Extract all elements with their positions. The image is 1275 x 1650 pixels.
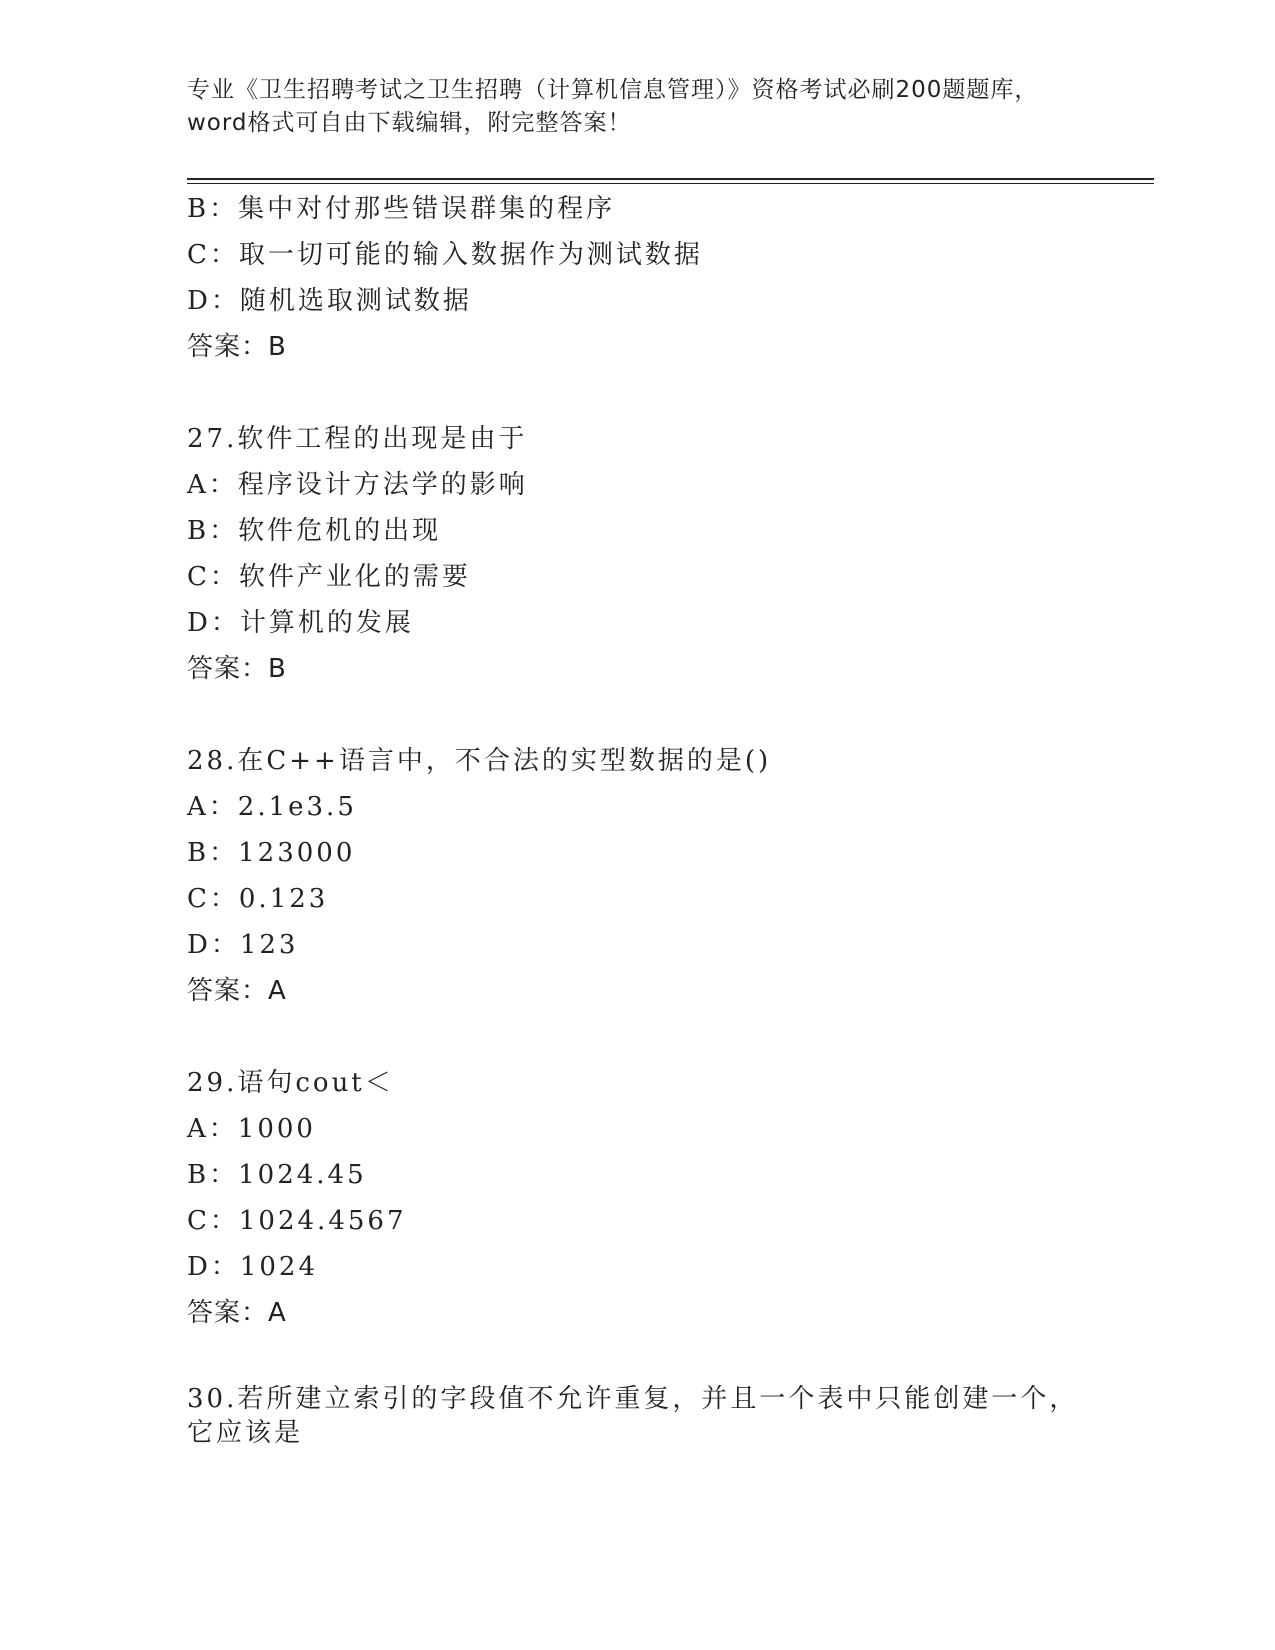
question-stem-line2: 它应该是: [187, 1418, 304, 1448]
option-a: A：2.1e3.5: [187, 792, 357, 822]
option-d: D：1024: [187, 1252, 319, 1282]
question-stem: 27.软件工程的出现是由于: [187, 424, 528, 454]
option-d: D：计算机的发展: [187, 608, 414, 638]
question-stem: 29.语句cout＜: [187, 1068, 394, 1098]
question-stem: 28.在C++语言中，不合法的实型数据的是(): [187, 746, 772, 776]
document-header: [187, 74, 1087, 140]
option-c: C：取一切可能的输入数据作为测试数据: [187, 240, 703, 270]
answer-line: 答案：A: [187, 976, 287, 1006]
question-27: [187, 416, 1154, 692]
option-b: B：123000: [187, 838, 356, 868]
option-b: B：1024.45: [187, 1160, 367, 1190]
question-content: [187, 186, 1154, 1450]
answer-line: 答案：A: [187, 1298, 287, 1328]
option-c: C：软件产业化的需要: [187, 562, 471, 592]
answer-line: 答案：B: [187, 654, 287, 684]
answer-line: 答案：B: [187, 332, 287, 362]
question-26-tail: [187, 186, 1154, 370]
option-b: B：集中对付那些错误群集的程序: [187, 194, 616, 224]
question-30: [187, 1382, 1154, 1450]
question-stem-line1: 30.若所建立索引的字段值不允许重复，并且一个表中只能创建一个，: [187, 1384, 1079, 1414]
option-b: B：软件危机的出现: [187, 516, 442, 546]
spacer: [187, 370, 1154, 416]
question-28: [187, 738, 1154, 1014]
spacer: [187, 1014, 1154, 1060]
option-d: D：123: [187, 930, 299, 960]
header-divider-thin: [187, 183, 1154, 184]
option-a: A：程序设计方法学的影响: [187, 470, 528, 500]
header-title-line2: word格式可自由下载编辑，附完整答案！: [187, 110, 632, 136]
option-a: A：1000: [187, 1114, 316, 1144]
header-divider-thick: [187, 178, 1154, 180]
spacer: [187, 692, 1154, 738]
option-c: C：0.123: [187, 884, 329, 914]
option-d: D：随机选取测试数据: [187, 286, 472, 316]
question-29: [187, 1060, 1154, 1336]
option-c: C：1024.4567: [187, 1206, 407, 1236]
header-title-line1: 专业《卫生招聘考试之卫生招聘（计算机信息管理）》资格考试必刷200题题库，: [187, 77, 1039, 103]
spacer: [187, 1336, 1154, 1382]
